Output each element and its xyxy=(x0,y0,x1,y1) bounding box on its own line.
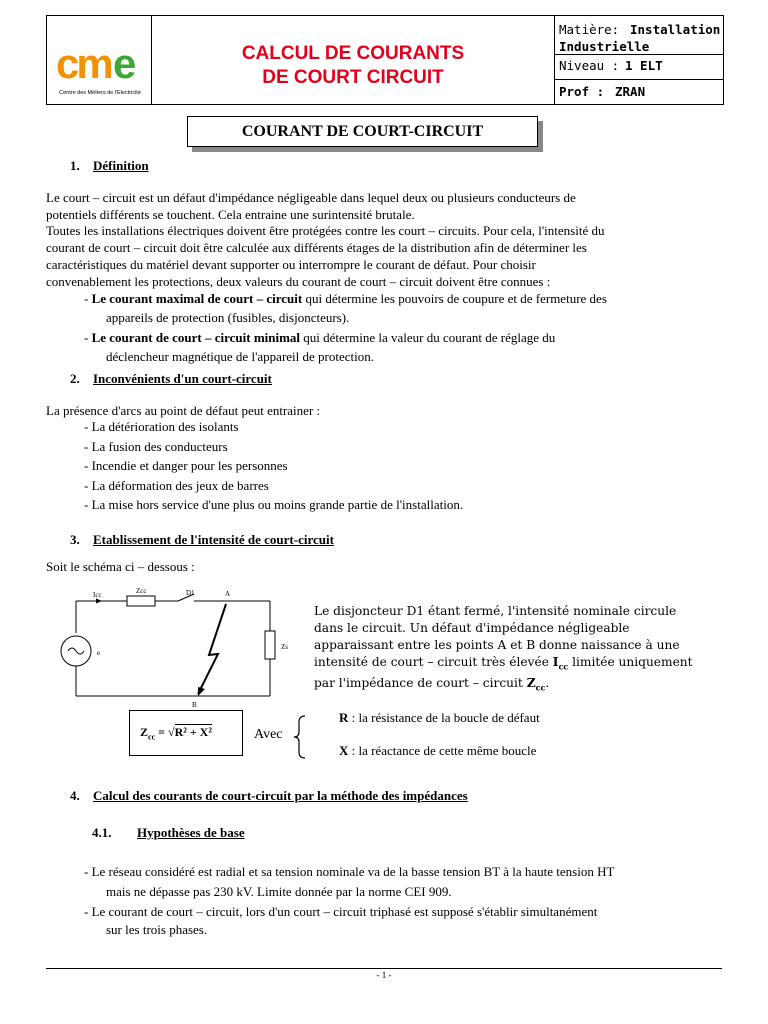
formula-box xyxy=(129,710,243,756)
matiere-label: Matière: xyxy=(559,22,620,37)
matiere-value-1: Installation xyxy=(630,22,721,37)
prof-value: ZRAN xyxy=(615,84,646,99)
zs-resistor xyxy=(265,631,275,659)
s1-paragraph-line-1: Le court – circuit est un défaut d'impédance négligeable dans lequel deux ou plusieurs conducteurs de xyxy=(46,190,576,205)
formula-z: Z xyxy=(140,725,149,739)
fault-lightning xyxy=(198,604,226,694)
doc-title-line1: CALCUL DE COURANTS xyxy=(241,43,465,64)
formula-eq: = √ xyxy=(155,725,175,739)
label-e: e xyxy=(97,649,101,657)
formula-sub: cc xyxy=(148,732,156,742)
s3-desc-line-1: Le disjoncteur D1 étant fermé, l'intensité nominale circule xyxy=(314,604,677,618)
s3-desc-line-5-b: . xyxy=(545,676,550,691)
svg-text:e: e xyxy=(113,40,137,87)
icc-symbol: I xyxy=(552,655,559,669)
section-2-heading xyxy=(70,371,272,387)
label-b: B xyxy=(192,701,197,709)
x-symbol: X xyxy=(339,743,349,758)
s1-paragraph-line-5: caractéristiques du matériel devant supporter ou interrompre le courant de défaut. Pour choisir xyxy=(46,257,536,272)
s2-intro: La présence d'arcs au point de défaut peut entrainer : xyxy=(46,403,321,418)
s1-bullet-1-rest: qui détermine les pouvoirs de coupure et de fermeture des xyxy=(302,291,607,306)
s1-paragraph-line-6: convenablement les protections, deux valeurs du courant de court – circuit doivent être connues : xyxy=(46,274,551,289)
s3-description xyxy=(314,603,693,697)
label-zs: Zs xyxy=(281,643,288,651)
section-3-title: Etablissement de l'intensité de court-circuit xyxy=(93,532,334,547)
s2-item-4: - La déformation des jeux de barres xyxy=(84,478,269,493)
s3-desc-line-4-b: limitée uniquement xyxy=(568,655,693,669)
doc-title-line2: DE COURT CIRCUIT xyxy=(262,67,444,88)
s1-bullet-1: - Le courant maximal de court – circuit qui détermine les pouvoirs de coupure et de fermeture des xyxy=(84,291,607,306)
s3-desc-line-4-a: intensité de court – circuit très élevée xyxy=(314,655,553,669)
formula-radicand: R² + X² xyxy=(174,725,212,739)
section-2-number: 2. xyxy=(70,371,80,386)
s4-bullet-1-cont: mais ne dépasse pas 230 kV. Limite donnée par la norme CEI 909. xyxy=(106,884,452,899)
s1-bullet-1-bold: Le courant maximal de court – circuit xyxy=(91,291,303,306)
formula xyxy=(140,725,212,741)
s3-desc-line-5-a: par l'impédance de court – circuit xyxy=(314,676,527,691)
s1-paragraph-line-2: potentiels différents se touchent. Cela entraine une surintensité brutale. xyxy=(46,207,415,222)
s1-bullet-2-rest: qui détermine la valeur du courant de réglage du xyxy=(300,330,556,345)
x-definition xyxy=(339,743,536,759)
icc-subscript: cc xyxy=(558,661,569,672)
zcc-subscript: cc xyxy=(535,682,546,693)
s4-bullet-2: - Le courant de court – circuit, lors d'un court – circuit triphasé est supposé s'établir simultanément xyxy=(84,904,598,919)
s1-bullet-2-bold: Le courant de court – circuit minimal xyxy=(91,330,301,345)
logo-cell xyxy=(47,16,152,104)
s1-paragraph-line-4: courant de court – circuit doit être calculée aux différents étages de la distribution afin de déterminer les xyxy=(46,240,587,255)
section-1-number: 1. xyxy=(70,158,80,173)
section-3-heading xyxy=(70,532,334,548)
s3-desc-line-2: dans le circuit. Un défaut d'impédance négligeable xyxy=(314,621,630,635)
label-a: A xyxy=(225,590,231,598)
section-2-title: Inconvénients d'un court-circuit xyxy=(93,371,272,386)
section-4-1-heading xyxy=(92,825,245,841)
s2-item-5: - La mise hors service d'une plus ou moins grande partie de l'installation. xyxy=(84,497,464,512)
niveau-value: 1 ELT xyxy=(625,58,663,73)
prof-label: Prof : xyxy=(559,84,605,99)
s1-bullet-2: - Le courant de court – circuit minimal qui détermine la valeur du courant de réglage du xyxy=(84,330,556,345)
icc-arrow xyxy=(96,599,102,604)
section-box-title: COURANT DE COURT-CIRCUIT xyxy=(187,116,538,147)
label-zcc: Zcc xyxy=(136,587,147,595)
section-4-1-number: 4.1. xyxy=(92,825,112,840)
fault-arrowhead xyxy=(198,687,205,696)
s2-item-1: - La détérioration des isolants xyxy=(84,419,239,434)
matiere-row xyxy=(555,16,723,55)
title-cell xyxy=(152,16,555,104)
s1-bullet-2-cont: déclencheur magnétique de l'appareil de protection. xyxy=(106,349,374,364)
section-4-title: Calcul des courants de court-circuit par la méthode des impédances xyxy=(93,788,468,803)
section-4-1-title: Hypothèses de base xyxy=(137,825,245,840)
s3-desc-line-4 xyxy=(314,654,693,675)
avec-label: Avec xyxy=(254,727,283,742)
s3-desc-line-3: apparaissant entre les points A et B donne naissance à une xyxy=(314,638,680,652)
s3-desc-line-5 xyxy=(314,675,693,696)
matiere-value-2: Industrielle xyxy=(559,39,650,54)
niveau-label: Niveau : xyxy=(559,58,620,73)
s3-intro: Soit le schéma ci – dessous : xyxy=(46,559,195,574)
curly-brace-icon xyxy=(291,714,307,760)
niveau-row xyxy=(555,55,723,80)
section-1-heading xyxy=(70,158,149,174)
s1-paragraph-line-3: Toutes les installations électriques doivent être protégées contre les court – circuits. Pour cela, l'intensité du xyxy=(46,223,605,238)
s4-bullet-2-cont: sur les trois phases. xyxy=(106,922,208,937)
s1-bullet-1-cont: appareils de protection (fusibles, disjoncteurs). xyxy=(106,310,350,325)
r-definition xyxy=(339,710,540,726)
svg-text:cm: cm xyxy=(56,40,111,87)
prof-row xyxy=(555,80,723,104)
s2-item-3: - Incendie et danger pour les personnes xyxy=(84,458,288,473)
label-icc: Icc xyxy=(93,591,102,599)
page-number: - 1 - xyxy=(376,970,392,980)
section-1-title: Définition xyxy=(93,158,149,173)
s2-item-2: - La fusion des conducteurs xyxy=(84,439,228,454)
x-text: : la réactance de cette même boucle xyxy=(348,743,537,758)
zcc-symbol: Z xyxy=(526,676,536,691)
r-symbol: R xyxy=(339,710,349,725)
section-4-number: 4. xyxy=(70,788,80,803)
header-table xyxy=(46,15,724,105)
zcc-resistor xyxy=(127,596,155,606)
s4-bullet-1: - Le réseau considéré est radial et sa tension nominale va de la basse tension BT à la haute tension HT xyxy=(84,864,615,879)
logo-caption: Centre des Métiers de l'Electricité xyxy=(59,90,141,96)
circuit-schema xyxy=(58,585,298,710)
footer-divider xyxy=(46,968,722,969)
label-d1: D1 xyxy=(186,589,195,597)
section-4-heading xyxy=(70,788,468,804)
r-text: : la résistance de la boucle de défaut xyxy=(348,710,540,725)
section-3-number: 3. xyxy=(70,532,80,547)
